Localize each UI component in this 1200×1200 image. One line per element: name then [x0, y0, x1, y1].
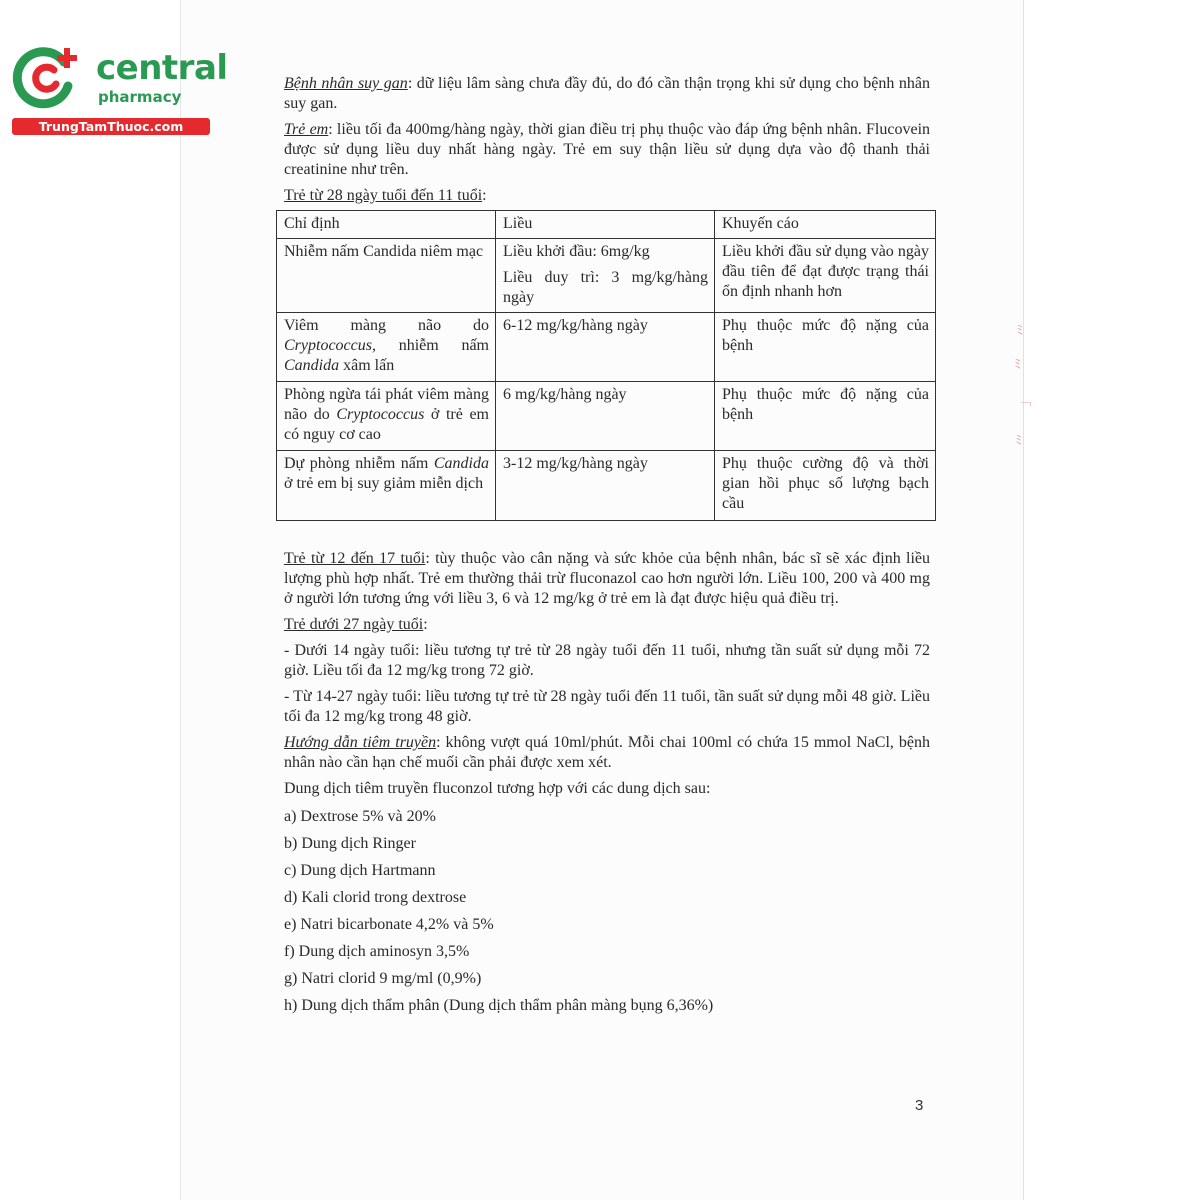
table-cell-indication: [277, 313, 496, 382]
brand-logo[interactable]: [10, 38, 228, 138]
liver-label: Bệnh nhân suy gan: [284, 75, 408, 92]
margin-stamp-marks: ﾐ ﾐ ﹁ ﾐ: [1014, 323, 1031, 449]
table-header-row: [277, 211, 936, 239]
table-cell-dose: 3-12 mg/kg/hàng ngày: [496, 451, 715, 521]
cell-text: , nhiễm nấm: [371, 337, 489, 354]
table-cell-advice: Phụ thuộc cường độ và thời gian hồi phục số lượng bạch cầu: [715, 451, 936, 521]
table-row: [277, 313, 936, 382]
table-cell-advice: Liều khởi đầu sử dụng vào ngày đầu tiên để đạt được trạng thái ổn định nhanh hơn: [715, 239, 936, 313]
infusion-text: : không vượt quá 10ml/phút. Mỗi chai 100ml có chứa 15 mmol NaCl, bệnh nhân nào cần hạn chế muối cần phải được xem xét.: [284, 734, 930, 771]
newborn-item: - Dưới 14 ngày tuổi: liều tương tự trẻ từ 28 ngày tuổi đến 11 tuổi, nhưng tần suất sử dụng mỗi 72 giờ. Liều tối đa 12 mg/kg trong 72 giờ.: [284, 642, 930, 679]
infusion-paragraph: [284, 733, 930, 773]
teen-label: Trẻ từ 12 đến 17 tuổi: [284, 550, 426, 567]
list-item: d) Kali clorid trong dextrose: [284, 889, 467, 906]
liver-text: : dữ liệu lâm sàng chưa đầy đủ, do đó cần thận trọng khi sử dụng cho bệnh nhân suy gan.: [284, 75, 931, 112]
cell-text: Viêm màng não do: [284, 317, 489, 334]
logo-name: central: [96, 48, 228, 88]
table-header-indication: Chỉ định: [277, 211, 496, 239]
newborn-suffix: :: [423, 616, 428, 633]
list-item: c) Dung dịch Hartmann: [284, 862, 436, 879]
page-number: 3: [915, 1097, 924, 1114]
teen-text: : tùy thuộc vào cân nặng và sức khỏe của bệnh nhân, bác sĩ sẽ xác định liều lượng phù hợp nhất. Trẻ em thường thải trừ fluconazol cao hơn người lớn. Liều 100, 200 và 400 mg ở người lớn tương ứng với liều 3, 6 và 12 mg/kg ở trẻ em là đạt được hiệu quả điều trị.: [284, 550, 931, 607]
liver-paragraph: [284, 74, 930, 114]
logo-website-banner[interactable]: TrungTamThuoc.com: [12, 118, 210, 135]
document-content: [284, 74, 930, 1023]
table-cell-indication: Nhiễm nấm Candida niêm mạc: [277, 239, 496, 313]
dose-initial: Liều khởi đầu: 6mg/kg: [503, 243, 650, 260]
list-item: e) Natri bicarbonate 4,2% và 5%: [284, 916, 494, 933]
pharmacy-cross-icon: [12, 40, 84, 112]
child-label: Trẻ em: [284, 121, 329, 138]
child-paragraph: [284, 120, 930, 180]
table-header-advice: Khuyến cáo: [715, 211, 936, 239]
table-heading-suffix: :: [482, 187, 487, 204]
table-cell-indication: [277, 382, 496, 451]
table-row: [277, 451, 936, 521]
dose-maintenance: Liều duy trì: 3 mg/kg/hàng ngày: [503, 269, 708, 306]
table-heading: [284, 186, 930, 206]
cell-text-italic: Cryptococcus: [336, 406, 425, 423]
newborn-heading: [284, 615, 930, 635]
cell-text-italic: Candida: [284, 357, 340, 374]
list-item: f) Dung dịch aminosyn 3,5%: [284, 943, 470, 960]
cell-text: ở trẻ em có nguy cơ cao: [284, 406, 489, 443]
cell-text-italic: Candida: [433, 455, 489, 472]
list-item: g) Natri clorid 9 mg/ml (0,9%): [284, 970, 482, 987]
table-header-dose: Liều: [496, 211, 715, 239]
table-heading-label: Trẻ từ 28 ngày tuổi đến 11 tuổi: [284, 187, 483, 204]
table-cell-dose: 6-12 mg/kg/hàng ngày: [496, 313, 715, 382]
cell-text-italic: Cryptococcus: [284, 337, 372, 354]
table-row: [277, 382, 936, 451]
table-cell-advice: Phụ thuộc mức độ nặng của bệnh: [715, 382, 936, 451]
cell-text: xâm lấn: [339, 357, 395, 374]
compat-intro: Dung dịch tiêm truyền fluconzol tương hợp với các dung dịch sau:: [284, 780, 711, 797]
newborn-item: - Từ 14-27 ngày tuổi: liều tương tự trẻ từ 28 ngày tuổi đến 11 tuổi, tần suất sử dụng mỗi 48 giờ. Liều tối đa 12 mg/kg trong 48 giờ.: [284, 688, 930, 725]
list-item: h) Dung dịch thẩm phân (Dung dịch thẩm phân màng bụng 6,36%): [284, 997, 714, 1014]
cell-text: Phòng ngừa tái phát viêm màng não do: [284, 386, 489, 423]
list-item: a) Dextrose 5% và 20%: [284, 808, 436, 825]
table-cell-advice: Phụ thuộc mức độ nặng của bệnh: [715, 313, 936, 382]
table-cell-dose: 6 mg/kg/hàng ngày: [496, 382, 715, 451]
teen-paragraph: [284, 549, 930, 609]
table-row: [277, 239, 936, 313]
list-item: b) Dung dịch Ringer: [284, 835, 416, 852]
table-cell-indication: [277, 451, 496, 521]
table-cell-dose: [496, 239, 715, 313]
infusion-label: Hướng dẫn tiêm truyền: [284, 734, 437, 751]
cell-text: ở trẻ em bị suy giảm miễn dịch: [284, 475, 484, 492]
dosage-table: [276, 210, 936, 521]
logo-subtitle: pharmacy: [98, 88, 182, 106]
cell-text: Dự phòng nhiễm nấm: [284, 455, 434, 472]
newborn-label: Trẻ dưới 27 ngày tuổi: [284, 616, 424, 633]
child-text: : liều tối đa 400mg/hàng ngày, thời gian điều trị phụ thuộc vào đáp ứng bệnh nhân. Flucovein được sử dụng liều duy nhất hàng ngày. Trẻ em suy thận liều sử dụng dựa vào độ thanh thải creatinine như trên.: [284, 121, 931, 178]
